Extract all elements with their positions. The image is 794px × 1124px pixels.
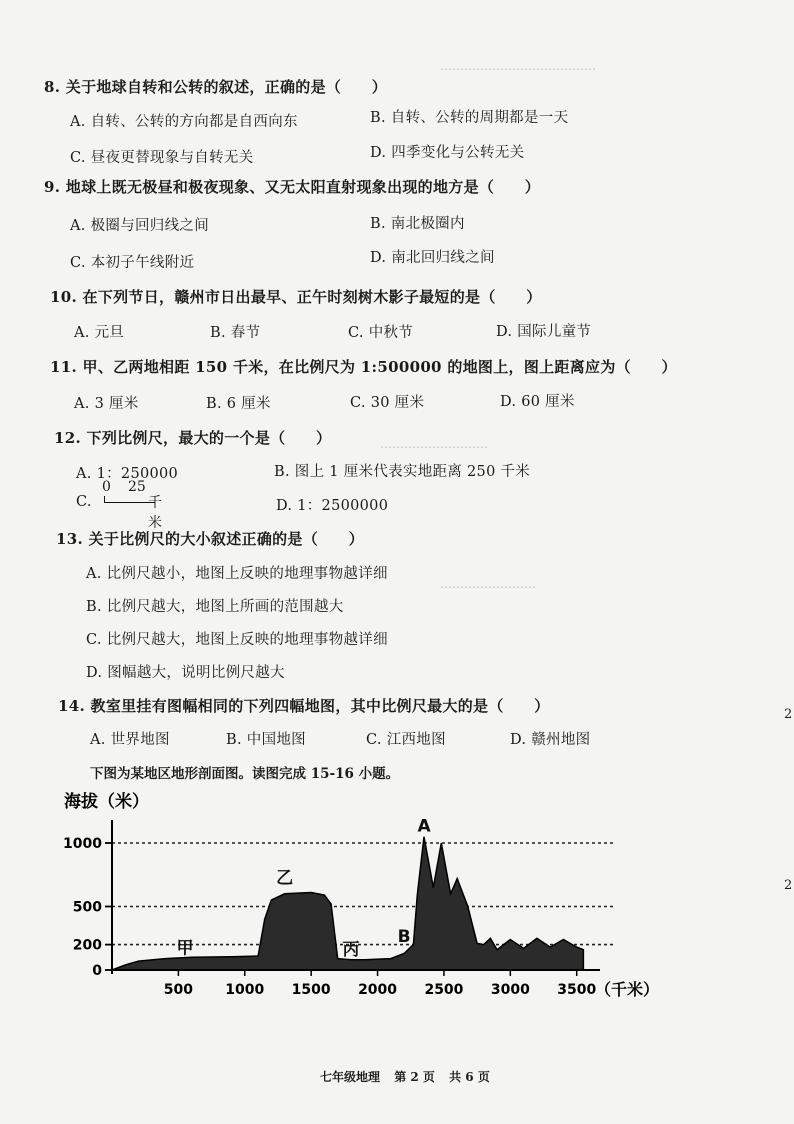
profile-annotation: 乙: [276, 868, 294, 889]
x-tick-label: 3000: [490, 982, 530, 998]
x-tick-label: 1000: [225, 982, 265, 998]
question-13-option-c: C. 比例尺越大，地图上反映的地理事物越详细: [86, 632, 388, 648]
profile-annotation: 甲: [176, 938, 194, 959]
question-8-option-a: A. 自转、公转的方向都是自西向东: [70, 114, 298, 130]
question-14-option-c: C. 江西地图: [366, 732, 446, 748]
x-tick-label: 1500: [291, 982, 331, 998]
page-footer: [320, 1068, 500, 1085]
question-12-option-d: D. 1：2500000: [276, 498, 389, 514]
x-tick-label: 3500: [557, 982, 597, 998]
question-14-option-b: B. 中国地图: [226, 732, 306, 748]
question-9-option-d: D. 南北回归线之间: [370, 250, 495, 266]
question-10-option-c: C. 中秋节: [348, 325, 414, 341]
question-12-option-c: C.: [76, 494, 92, 510]
question-8-stem: 8. 关于地球自转和公转的叙述，正确的是（ ）: [44, 78, 388, 96]
question-9-option-b: B. 南北极圈内: [370, 216, 465, 232]
question-8-option-c: C. 昼夜更替现象与自转无关: [70, 150, 254, 166]
question-8-option-b: B. 自转、公转的周期都是一天: [370, 110, 569, 126]
question-9-stem: 9. 地球上既无极昼和极夜现象、又无太阳直射现象出现的地方是（ ）: [44, 178, 541, 196]
x-tick-label: 2500: [424, 982, 464, 998]
scale-bar-value: 25: [128, 479, 146, 495]
question-10-stem: 10. 在下列节日，赣州市日出最早、正午时刻树木影子最短的是（ ）: [50, 288, 542, 306]
line-scale-bar: [100, 479, 162, 531]
profile-annotation: B: [397, 927, 411, 948]
question-11-option-c: C. 30 厘米: [350, 395, 425, 411]
bleed-through-text: ⋯⋯⋯⋯⋯⋯⋯⋯⋯: [380, 440, 488, 454]
question-14-option-a: A. 世界地图: [90, 732, 170, 748]
question-11-option-d: D. 60 厘米: [500, 394, 575, 410]
gridlines: [112, 843, 615, 948]
y-axis-label: 海拔（米）: [64, 792, 149, 812]
edge-mark: 2: [784, 707, 793, 722]
x-tick-label: 500: [163, 982, 194, 998]
question-14-option-d: D. 赣州地图: [510, 732, 591, 748]
scale-bar-unit: 千米: [148, 495, 162, 531]
profile-annotation: A: [417, 816, 431, 837]
x-axis-ticks: [164, 970, 597, 998]
question-9-option-c: C. 本初子午线附近: [70, 255, 195, 271]
edge-mark: 2: [784, 878, 793, 893]
question-11-option-b: B. 6 厘米: [206, 396, 271, 412]
x-tick-label: 2000: [358, 982, 398, 998]
profile-annotation: 丙: [342, 939, 360, 960]
question-12-stem: 12. 下列比例尺，最大的一个是（ ）: [54, 429, 332, 447]
y-tick-label: 0: [92, 963, 102, 979]
bleed-through-text: ⋯⋯⋯⋯⋯⋯⋯⋯: [440, 580, 536, 594]
terrain-profile-chart: [60, 785, 660, 1040]
question-10-option-a: A. 元旦: [74, 325, 125, 341]
footer-subject: 七年级地理: [320, 1070, 381, 1084]
question-13-option-b: B. 比例尺越大，地图上所画的范围越大: [86, 599, 344, 615]
question-13-stem: 13. 关于比例尺的大小叙述正确的是（ ）: [56, 530, 364, 548]
scale-bar-zero: 0: [102, 479, 111, 495]
question-12-option-a: A. 1：250000: [76, 466, 179, 482]
question-8-option-d: D. 四季变化与公转无关: [370, 145, 525, 161]
question-11-option-a: A. 3 厘米: [74, 396, 139, 412]
question-9-option-a: A. 极圈与回归线之间: [70, 218, 209, 234]
question-13-option-d: D. 图幅越大，说明比例尺越大: [86, 665, 285, 681]
diagram-intro: 下图为某地区地形剖面图。读图完成 15-16 小题。: [90, 766, 400, 782]
question-10-option-d: D. 国际儿童节: [496, 324, 592, 340]
y-tick-label: 1000: [63, 836, 102, 852]
question-11-stem: 11. 甲、乙两地相距 150 千米，在比例尺为 1:500000 的地图上，图上距离应为（ ）: [50, 358, 677, 376]
question-14-stem: 14. 教室里挂有图幅相同的下列四幅地图，其中比例尺最大的是（ ）: [58, 697, 550, 715]
footer-page-number: 第 2 页: [394, 1070, 435, 1084]
question-13-option-a: A. 比例尺越小，地图上反映的地理事物越详细: [86, 566, 388, 582]
y-tick-label: 500: [72, 899, 102, 916]
x-axis-label: （千米）: [595, 980, 660, 999]
footer-total-pages: 共 6 页: [449, 1070, 490, 1084]
y-tick-label: 200: [72, 937, 102, 954]
question-12-option-b: B. 图上 1 厘米代表实地距离 250 千米: [274, 464, 531, 480]
y-axis-ticks: [63, 836, 112, 979]
question-10-option-b: B. 春节: [210, 325, 261, 341]
bleed-through-text: ⋯⋯⋯⋯⋯⋯⋯⋯⋯⋯⋯⋯⋯: [440, 62, 596, 76]
